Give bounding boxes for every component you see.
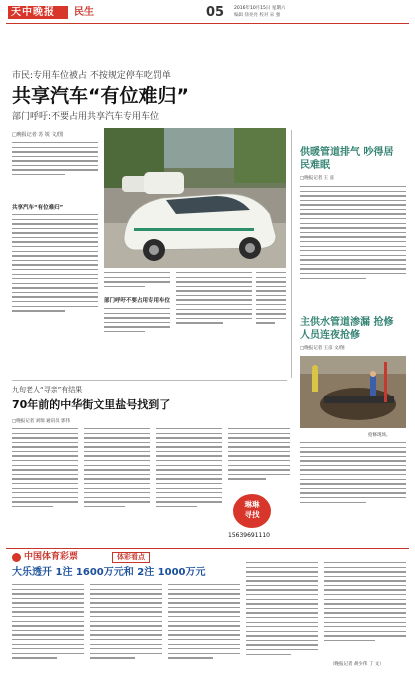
masthead-rule	[6, 23, 409, 24]
pipe-repair-photo	[300, 356, 406, 428]
story2-byline: □晚报记者 王彦 文/图	[300, 346, 345, 351]
story3-rule	[12, 380, 287, 381]
lead-byline: □晚报记者 苏 锐 文/图	[12, 132, 64, 138]
shared-car-photo	[104, 128, 286, 268]
lottery-rule	[6, 548, 409, 549]
lottery-title: 中国体育彩票	[24, 552, 79, 562]
story3-kicker: 九旬老人“寻亲”有结果	[12, 386, 83, 394]
lottery-body-col5	[324, 562, 406, 660]
story1-body	[300, 186, 406, 304]
lead-body-col4	[256, 272, 286, 340]
page-number: 05	[206, 5, 225, 20]
lead-body-col1b	[12, 214, 98, 336]
right-col-divider	[291, 130, 292, 378]
lottery-subtitle: 大乐透开 1注 1600万元和 2注 1000万元	[12, 567, 206, 578]
issue-date: 2016年10月15日 星期六	[234, 6, 286, 11]
editors: 编辑 徐亮亮 校对 宋 强	[234, 13, 281, 18]
lead-section-head-2: 部门呼吁不要占用专用车位	[104, 298, 171, 304]
repair-photo-caption: 抢修现场。	[368, 433, 391, 438]
lottery-body-col4	[246, 562, 318, 672]
lead-subhead: 部门呼吁:不要占用共享汽车专用车位	[12, 112, 160, 122]
lottery-footer-note: （晚报记者 胡少伟 丁 文）	[330, 662, 384, 667]
lottery-badge: 体彩看点	[112, 552, 150, 563]
logo-text: 天中晚报	[11, 7, 55, 18]
lead-kicker: 市民:专用车位被占 不按规定停车吃罚单	[12, 71, 171, 81]
story3-body-col2	[84, 428, 150, 524]
masthead	[0, 0, 415, 24]
lottery-body-col3	[168, 584, 240, 672]
lead-photo	[104, 128, 286, 268]
lottery-body-col2	[90, 584, 162, 672]
story3-byline: □晚报记者 刘瑞 通讯员 郭伟	[12, 419, 71, 424]
lead-body-col2b	[104, 308, 170, 338]
story2-title: 主供水管道渗漏 抢修人员连夜抢修	[300, 317, 394, 341]
story1-title: 供暖管道排气 吵得居民难眠	[300, 147, 394, 171]
section-label: 民生	[74, 7, 94, 18]
lead-body-col1	[12, 142, 98, 202]
lead-body-col3	[176, 272, 252, 340]
lottery-body-col1	[12, 584, 84, 672]
story3-headline: 70年前的中华街文里盐号找到了	[12, 398, 171, 411]
story1-byline: □晚报记者 王 彦	[300, 176, 335, 181]
lottery-logo-icon	[12, 553, 21, 562]
badge-phone: 15639691110	[228, 532, 270, 539]
lead-headline: 共享汽车“有位难归”	[12, 85, 189, 107]
story3-body-col1	[12, 428, 78, 524]
badge-line2: 寻找	[244, 510, 260, 519]
badge-line1: 琳琳	[244, 500, 260, 509]
story3-body-col3	[156, 428, 222, 524]
lead-section-head: 共享汽车“有位难归”	[12, 205, 64, 211]
repair-scene-image	[300, 356, 406, 428]
story2-body	[300, 442, 406, 522]
